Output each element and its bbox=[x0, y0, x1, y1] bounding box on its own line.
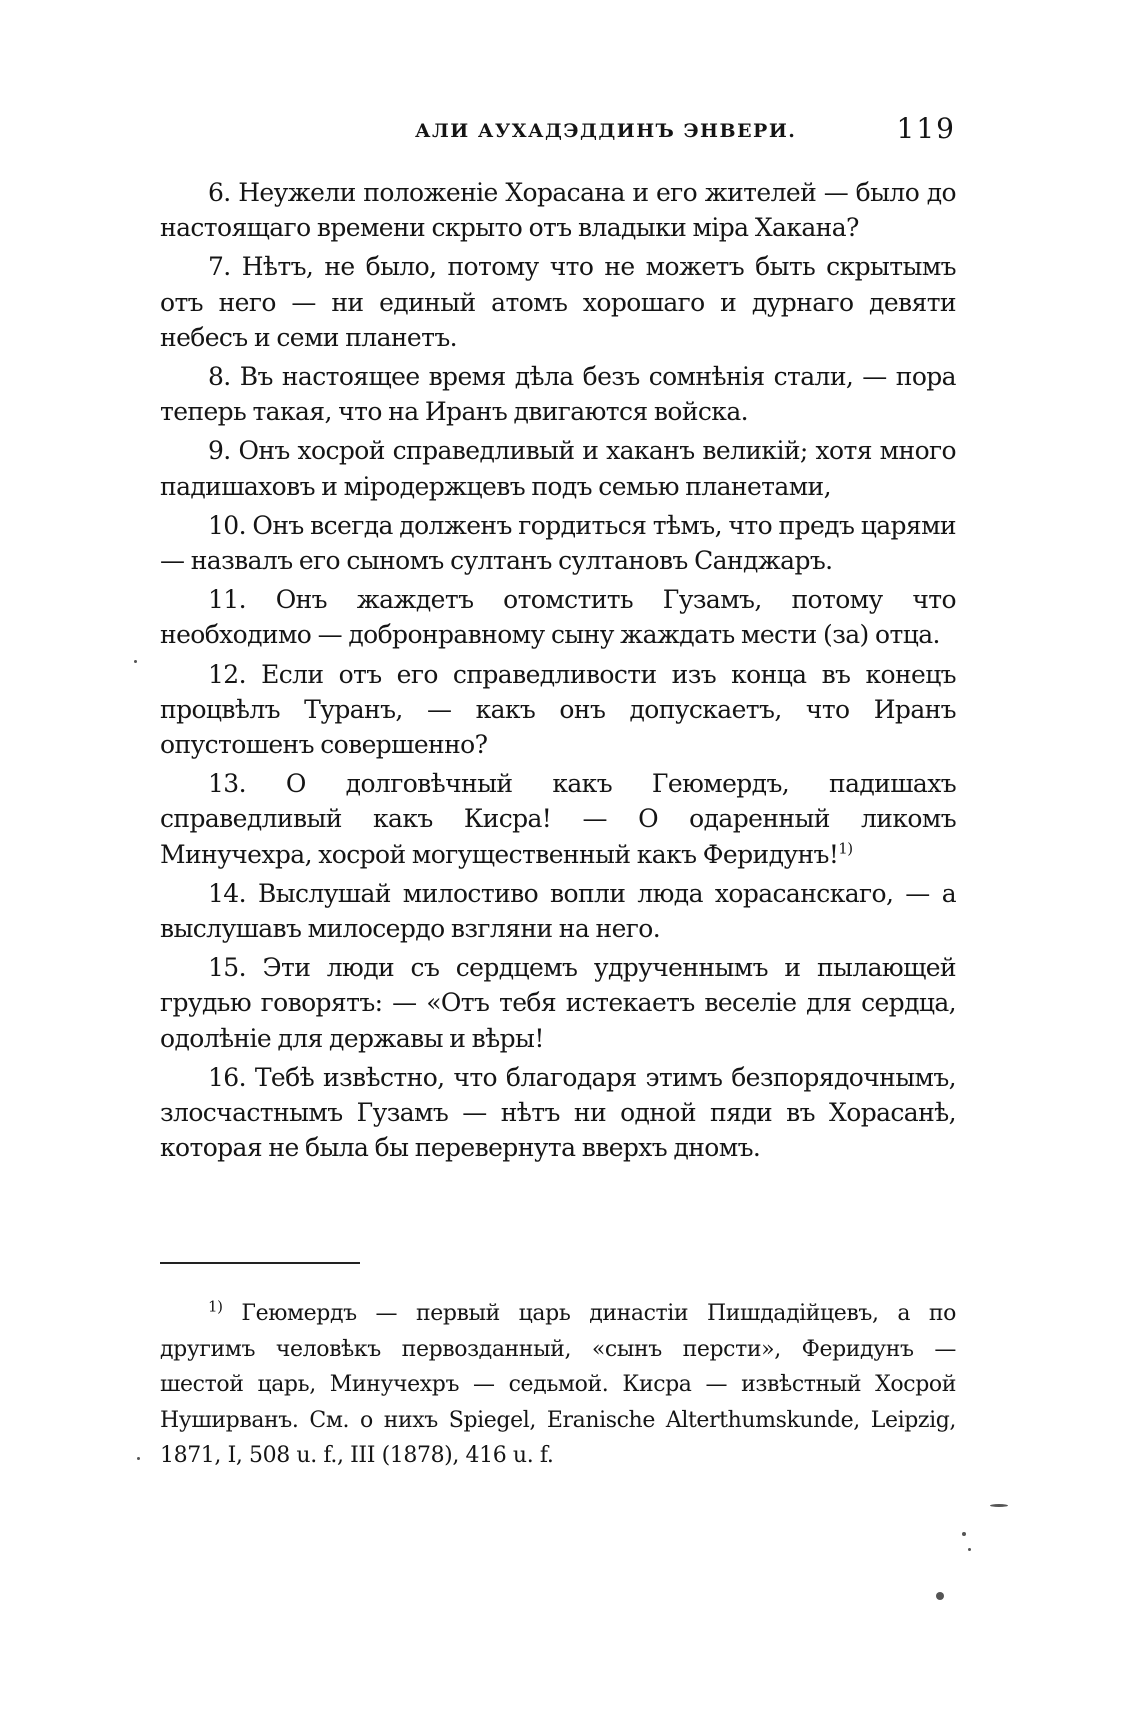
paragraph-16: 16. Тебѣ извѣстно, что благодаря этимъ безпорядочнымъ, злосчастнымъ Гузамъ — нѣтъ ни одной пяди въ Хорасанѣ, которая не была бы перевернута вверхъ дномъ. bbox=[160, 1062, 956, 1163]
running-title: АЛИ АУХАДЭДДИНЪ ЭНВЕРИ. bbox=[415, 120, 797, 142]
paragraph-10: 10. Онъ всегда долженъ гордиться тѣмъ, что предъ царями — назвалъ его сыномъ султанъ султановъ Санджаръ. bbox=[160, 510, 956, 576]
footnote-text: Геюмердъ — первый царь династiи Пишдадiйцевъ, а по другимъ человѣкъ первозданный, «сынъ персти», Феридунъ — шестой царь, Минучехръ — седьмой. Кисра — извѣстный Хосрой Нуширванъ. См. о нихъ Spiegel, Eranische Alterthumskunde, Leipzig, 1871, I, 508 u. f., III (1878), 416 u. f. bbox=[160, 1301, 956, 1468]
scan-speck bbox=[968, 1548, 971, 1551]
scan-speck bbox=[134, 660, 137, 663]
paragraph-14: 14. Выслушай милостиво вопли люда хорасанскаго, — а выслушавъ милосердо взгляни на него. bbox=[160, 878, 956, 944]
running-head bbox=[160, 112, 960, 152]
footnote-reference: 1) bbox=[838, 839, 853, 858]
paragraph-13 bbox=[160, 766, 956, 872]
scan-speck bbox=[990, 1504, 1008, 1507]
scan-speck bbox=[936, 1592, 944, 1600]
footnote-divider bbox=[160, 1262, 360, 1264]
paragraph-8: 8. Въ настоящее время дѣла безъ сомнѣнiя стали, — пора теперь такая, что на Иранъ двигаются войска. bbox=[160, 362, 956, 427]
paragraph-11: 11. Онъ жаждетъ отомстить Гузамъ, потому что необходимо — добронравному сыну жаждать мести (за) отца. bbox=[160, 585, 956, 650]
paragraph-6: 6. Неужели положенiе Хорасана и его жителей — было до настоящаго времени скрыто отъ владыки мiра Хакана? bbox=[160, 178, 956, 243]
footnote-marker: 1) bbox=[208, 1297, 223, 1316]
scan-speck bbox=[137, 1457, 140, 1460]
scan-speck bbox=[962, 1532, 966, 1536]
paragraph-13-text: 13. О долговѣчный какъ Геюмердъ, падишахъ справедливый какъ Кисра! — О одаренный ликомъ Минучехра, хосрой могущественный какъ Феридунъ! bbox=[160, 769, 956, 869]
paragraph-12: 12. Если отъ его справедливости изъ конца въ конецъ процвѣлъ Туранъ, — какъ онъ допускаетъ, что Иранъ опустошенъ совершенно? bbox=[160, 659, 956, 760]
footnote bbox=[160, 1296, 956, 1474]
page-number: 119 bbox=[896, 112, 956, 145]
paragraph-7: 7. Нѣтъ, не было, потому что не можетъ быть скрытымъ отъ него — ни единый атомъ хорошаго и дурнаго девяти небесъ и семи планетъ. bbox=[160, 252, 956, 352]
paragraph-15: 15. Эти люди съ сердцемъ удрученнымъ и пылающей грудью говорятъ: — «Отъ тебя истекаетъ веселiе для сердца, одолѣнiе для державы и вѣры! bbox=[160, 953, 956, 1053]
body-text bbox=[160, 175, 956, 1169]
paragraph-9: 9. Онъ хосрой справедливый и хаканъ великiй; хотя много падишаховъ и мiродержцевъ подъ семью планетами, bbox=[160, 436, 956, 501]
